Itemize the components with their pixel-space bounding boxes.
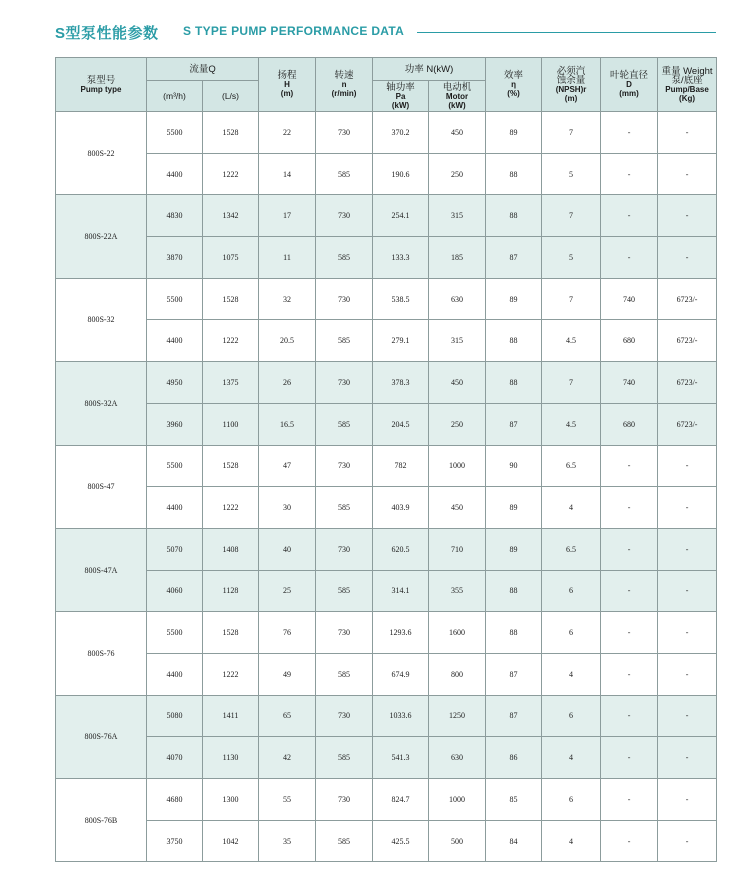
header-flow-m3h: (m³/h) bbox=[147, 81, 203, 112]
cell-npsh: 4.5 bbox=[542, 320, 601, 362]
cell-flow-m3h: 5080 bbox=[147, 695, 203, 737]
cell-head: 20.5 bbox=[259, 320, 316, 362]
header-flow-ls: (L/s) bbox=[203, 81, 259, 112]
cell-npsh: 4 bbox=[542, 487, 601, 529]
cell-pump-model: 800S-47A bbox=[56, 528, 147, 611]
cell-impeller: 680 bbox=[601, 403, 658, 445]
cell-flow-m3h: 4400 bbox=[147, 320, 203, 362]
cell-motor-power: 250 bbox=[429, 153, 486, 195]
cell-flow-ls: 1130 bbox=[203, 737, 259, 779]
cell-flow-ls: 1528 bbox=[203, 278, 259, 320]
cell-head: 22 bbox=[259, 112, 316, 154]
cell-impeller: - bbox=[601, 487, 658, 529]
cell-pump-model: 800S-76 bbox=[56, 612, 147, 695]
cell-pump-model: 800S-47 bbox=[56, 445, 147, 528]
cell-motor-power: 315 bbox=[429, 195, 486, 237]
table-row bbox=[56, 487, 717, 529]
cell-head: 35 bbox=[259, 820, 316, 862]
cell-npsh: 4 bbox=[542, 737, 601, 779]
cell-flow-ls: 1128 bbox=[203, 570, 259, 612]
cell-speed: 585 bbox=[316, 237, 373, 279]
cell-flow-ls: 1042 bbox=[203, 820, 259, 862]
cell-npsh: 6.5 bbox=[542, 528, 601, 570]
cell-impeller: - bbox=[601, 779, 658, 821]
cell-pump-model: 800S-76B bbox=[56, 779, 147, 862]
cell-shaft-power: 541.3 bbox=[373, 737, 429, 779]
cell-motor-power: 630 bbox=[429, 278, 486, 320]
cell-motor-power: 800 bbox=[429, 653, 486, 695]
cell-motor-power: 1000 bbox=[429, 779, 486, 821]
cell-npsh: 7 bbox=[542, 278, 601, 320]
cell-flow-m3h: 4680 bbox=[147, 779, 203, 821]
cell-efficiency: 87 bbox=[486, 237, 542, 279]
cell-speed: 730 bbox=[316, 695, 373, 737]
cell-flow-m3h: 4400 bbox=[147, 653, 203, 695]
header-efficiency: 效率 η (%) bbox=[486, 58, 542, 112]
cell-flow-ls: 1528 bbox=[203, 612, 259, 654]
cell-shaft-power: 370.2 bbox=[373, 112, 429, 154]
cell-npsh: 7 bbox=[542, 195, 601, 237]
table-row bbox=[56, 403, 717, 445]
header-pump-type: 泵型号 Pump type bbox=[56, 58, 147, 112]
cell-flow-ls: 1411 bbox=[203, 695, 259, 737]
cell-flow-m3h: 5500 bbox=[147, 112, 203, 154]
performance-table bbox=[55, 57, 717, 862]
cell-pump-model: 800S-76A bbox=[56, 695, 147, 778]
cell-weight: - bbox=[658, 820, 717, 862]
cell-pump-model: 800S-22A bbox=[56, 195, 147, 278]
cell-efficiency: 88 bbox=[486, 153, 542, 195]
cell-motor-power: 450 bbox=[429, 112, 486, 154]
cell-shaft-power: 204.5 bbox=[373, 403, 429, 445]
cell-npsh: 6 bbox=[542, 695, 601, 737]
cell-weight: 6723/- bbox=[658, 403, 717, 445]
cell-shaft-power: 620.5 bbox=[373, 528, 429, 570]
cell-shaft-power: 425.5 bbox=[373, 820, 429, 862]
cell-head: 55 bbox=[259, 779, 316, 821]
cell-impeller: - bbox=[601, 445, 658, 487]
cell-impeller: - bbox=[601, 695, 658, 737]
header-shaft-power: 轴功率 Pa (kW) bbox=[373, 81, 429, 112]
header-weight: 重量 Weight 泵/底座 Pump/Base (Kg) bbox=[658, 58, 717, 112]
cell-shaft-power: 538.5 bbox=[373, 278, 429, 320]
cell-speed: 730 bbox=[316, 362, 373, 404]
table-row bbox=[56, 695, 717, 737]
cell-head: 16.5 bbox=[259, 403, 316, 445]
cell-weight: 6723/- bbox=[658, 362, 717, 404]
cell-flow-ls: 1222 bbox=[203, 653, 259, 695]
cell-speed: 730 bbox=[316, 612, 373, 654]
cell-pump-model: 800S-32 bbox=[56, 278, 147, 361]
cell-pump-model: 800S-22 bbox=[56, 112, 147, 195]
cell-efficiency: 88 bbox=[486, 612, 542, 654]
page-title-en: S TYPE PUMP PERFORMANCE DATA bbox=[183, 24, 405, 38]
header-head: 扬程 H (m) bbox=[259, 58, 316, 112]
cell-efficiency: 89 bbox=[486, 278, 542, 320]
cell-npsh: 6 bbox=[542, 779, 601, 821]
header-impeller: 叶轮直径 D (mm) bbox=[601, 58, 658, 112]
cell-speed: 585 bbox=[316, 403, 373, 445]
cell-impeller: - bbox=[601, 737, 658, 779]
cell-flow-m3h: 4400 bbox=[147, 487, 203, 529]
cell-head: 30 bbox=[259, 487, 316, 529]
cell-efficiency: 88 bbox=[486, 570, 542, 612]
table-row bbox=[56, 779, 717, 821]
cell-speed: 585 bbox=[316, 653, 373, 695]
cell-pump-model: 800S-32A bbox=[56, 362, 147, 445]
header-npsh: 必须汽 蚀余量 (NPSH)r (m) bbox=[542, 58, 601, 112]
cell-impeller: - bbox=[601, 612, 658, 654]
cell-efficiency: 86 bbox=[486, 737, 542, 779]
cell-shaft-power: 824.7 bbox=[373, 779, 429, 821]
cell-speed: 730 bbox=[316, 278, 373, 320]
cell-efficiency: 87 bbox=[486, 403, 542, 445]
cell-motor-power: 630 bbox=[429, 737, 486, 779]
cell-impeller: - bbox=[601, 153, 658, 195]
cell-efficiency: 88 bbox=[486, 362, 542, 404]
cell-flow-m3h: 5500 bbox=[147, 612, 203, 654]
cell-speed: 585 bbox=[316, 737, 373, 779]
cell-impeller: - bbox=[601, 820, 658, 862]
cell-npsh: 7 bbox=[542, 112, 601, 154]
cell-shaft-power: 314.1 bbox=[373, 570, 429, 612]
cell-motor-power: 250 bbox=[429, 403, 486, 445]
cell-speed: 585 bbox=[316, 570, 373, 612]
table-row bbox=[56, 653, 717, 695]
table-row bbox=[56, 278, 717, 320]
cell-impeller: - bbox=[601, 237, 658, 279]
cell-weight: - bbox=[658, 570, 717, 612]
cell-shaft-power: 133.3 bbox=[373, 237, 429, 279]
cell-impeller: - bbox=[601, 112, 658, 154]
cell-head: 25 bbox=[259, 570, 316, 612]
cell-motor-power: 315 bbox=[429, 320, 486, 362]
cell-motor-power: 710 bbox=[429, 528, 486, 570]
cell-speed: 730 bbox=[316, 445, 373, 487]
cell-head: 65 bbox=[259, 695, 316, 737]
cell-head: 76 bbox=[259, 612, 316, 654]
cell-npsh: 6 bbox=[542, 612, 601, 654]
header-power: 功率 N(kW) bbox=[373, 58, 486, 81]
cell-weight: - bbox=[658, 653, 717, 695]
cell-motor-power: 1250 bbox=[429, 695, 486, 737]
cell-npsh: 4 bbox=[542, 653, 601, 695]
cell-shaft-power: 403.9 bbox=[373, 487, 429, 529]
cell-flow-m3h: 4950 bbox=[147, 362, 203, 404]
cell-flow-m3h: 5070 bbox=[147, 528, 203, 570]
cell-flow-m3h: 3750 bbox=[147, 820, 203, 862]
cell-head: 49 bbox=[259, 653, 316, 695]
cell-npsh: 6 bbox=[542, 570, 601, 612]
cell-efficiency: 88 bbox=[486, 320, 542, 362]
cell-head: 32 bbox=[259, 278, 316, 320]
cell-efficiency: 89 bbox=[486, 528, 542, 570]
cell-weight: - bbox=[658, 153, 717, 195]
cell-speed: 585 bbox=[316, 820, 373, 862]
table-row bbox=[56, 570, 717, 612]
cell-head: 40 bbox=[259, 528, 316, 570]
cell-flow-m3h: 3870 bbox=[147, 237, 203, 279]
table-row bbox=[56, 528, 717, 570]
cell-motor-power: 355 bbox=[429, 570, 486, 612]
cell-motor-power: 1600 bbox=[429, 612, 486, 654]
cell-flow-m3h: 4830 bbox=[147, 195, 203, 237]
cell-npsh: 5 bbox=[542, 153, 601, 195]
cell-efficiency: 89 bbox=[486, 112, 542, 154]
title-bar bbox=[55, 22, 716, 44]
cell-efficiency: 84 bbox=[486, 820, 542, 862]
cell-weight: 6723/- bbox=[658, 278, 717, 320]
cell-shaft-power: 1293.6 bbox=[373, 612, 429, 654]
cell-flow-ls: 1408 bbox=[203, 528, 259, 570]
table-body bbox=[56, 112, 717, 862]
cell-speed: 585 bbox=[316, 153, 373, 195]
table-row bbox=[56, 153, 717, 195]
cell-npsh: 7 bbox=[542, 362, 601, 404]
cell-shaft-power: 782 bbox=[373, 445, 429, 487]
cell-weight: - bbox=[658, 779, 717, 821]
cell-impeller: - bbox=[601, 195, 658, 237]
cell-flow-ls: 1222 bbox=[203, 320, 259, 362]
cell-shaft-power: 254.1 bbox=[373, 195, 429, 237]
cell-efficiency: 90 bbox=[486, 445, 542, 487]
cell-weight: - bbox=[658, 195, 717, 237]
cell-shaft-power: 279.1 bbox=[373, 320, 429, 362]
cell-weight: - bbox=[658, 612, 717, 654]
cell-shaft-power: 190.6 bbox=[373, 153, 429, 195]
cell-efficiency: 87 bbox=[486, 653, 542, 695]
cell-speed: 585 bbox=[316, 487, 373, 529]
cell-head: 17 bbox=[259, 195, 316, 237]
cell-flow-ls: 1100 bbox=[203, 403, 259, 445]
cell-flow-ls: 1300 bbox=[203, 779, 259, 821]
cell-flow-m3h: 5500 bbox=[147, 445, 203, 487]
cell-npsh: 5 bbox=[542, 237, 601, 279]
cell-efficiency: 85 bbox=[486, 779, 542, 821]
cell-weight: 6723/- bbox=[658, 320, 717, 362]
cell-flow-m3h: 4070 bbox=[147, 737, 203, 779]
table-row bbox=[56, 112, 717, 154]
cell-impeller: - bbox=[601, 570, 658, 612]
title-divider bbox=[417, 32, 716, 33]
cell-motor-power: 450 bbox=[429, 362, 486, 404]
table-row bbox=[56, 820, 717, 862]
cell-head: 47 bbox=[259, 445, 316, 487]
header-flow: 流量Q bbox=[147, 58, 259, 81]
cell-flow-m3h: 5500 bbox=[147, 278, 203, 320]
header-motor-power: 电动机 Motor (kW) bbox=[429, 81, 486, 112]
cell-efficiency: 88 bbox=[486, 195, 542, 237]
cell-flow-ls: 1222 bbox=[203, 487, 259, 529]
cell-motor-power: 450 bbox=[429, 487, 486, 529]
table-row bbox=[56, 737, 717, 779]
cell-npsh: 4 bbox=[542, 820, 601, 862]
cell-flow-ls: 1342 bbox=[203, 195, 259, 237]
cell-speed: 730 bbox=[316, 528, 373, 570]
cell-npsh: 6.5 bbox=[542, 445, 601, 487]
cell-head: 11 bbox=[259, 237, 316, 279]
header-speed: 转速 n (r/min) bbox=[316, 58, 373, 112]
cell-weight: - bbox=[658, 237, 717, 279]
cell-flow-m3h: 4400 bbox=[147, 153, 203, 195]
cell-weight: - bbox=[658, 737, 717, 779]
cell-weight: - bbox=[658, 695, 717, 737]
cell-efficiency: 87 bbox=[486, 695, 542, 737]
cell-head: 14 bbox=[259, 153, 316, 195]
table-header bbox=[56, 58, 717, 112]
cell-head: 42 bbox=[259, 737, 316, 779]
table-row bbox=[56, 362, 717, 404]
cell-impeller: 680 bbox=[601, 320, 658, 362]
cell-efficiency: 89 bbox=[486, 487, 542, 529]
cell-flow-m3h: 3960 bbox=[147, 403, 203, 445]
table-row bbox=[56, 612, 717, 654]
cell-flow-ls: 1075 bbox=[203, 237, 259, 279]
cell-impeller: 740 bbox=[601, 362, 658, 404]
table-row bbox=[56, 237, 717, 279]
cell-impeller: 740 bbox=[601, 278, 658, 320]
cell-flow-ls: 1528 bbox=[203, 445, 259, 487]
cell-head: 26 bbox=[259, 362, 316, 404]
cell-shaft-power: 674.9 bbox=[373, 653, 429, 695]
cell-flow-ls: 1528 bbox=[203, 112, 259, 154]
cell-flow-ls: 1222 bbox=[203, 153, 259, 195]
cell-npsh: 4.5 bbox=[542, 403, 601, 445]
cell-flow-m3h: 4060 bbox=[147, 570, 203, 612]
cell-weight: - bbox=[658, 445, 717, 487]
cell-speed: 730 bbox=[316, 112, 373, 154]
cell-shaft-power: 378.3 bbox=[373, 362, 429, 404]
table-row bbox=[56, 320, 717, 362]
cell-speed: 730 bbox=[316, 779, 373, 821]
cell-flow-ls: 1375 bbox=[203, 362, 259, 404]
cell-motor-power: 500 bbox=[429, 820, 486, 862]
table-row bbox=[56, 195, 717, 237]
cell-weight: - bbox=[658, 112, 717, 154]
cell-weight: - bbox=[658, 528, 717, 570]
table-row bbox=[56, 445, 717, 487]
page-title-cn: S型泵性能参数 bbox=[55, 25, 159, 42]
cell-impeller: - bbox=[601, 528, 658, 570]
cell-speed: 730 bbox=[316, 195, 373, 237]
cell-speed: 585 bbox=[316, 320, 373, 362]
cell-motor-power: 185 bbox=[429, 237, 486, 279]
cell-impeller: - bbox=[601, 653, 658, 695]
cell-shaft-power: 1033.6 bbox=[373, 695, 429, 737]
cell-weight: - bbox=[658, 487, 717, 529]
cell-motor-power: 1000 bbox=[429, 445, 486, 487]
